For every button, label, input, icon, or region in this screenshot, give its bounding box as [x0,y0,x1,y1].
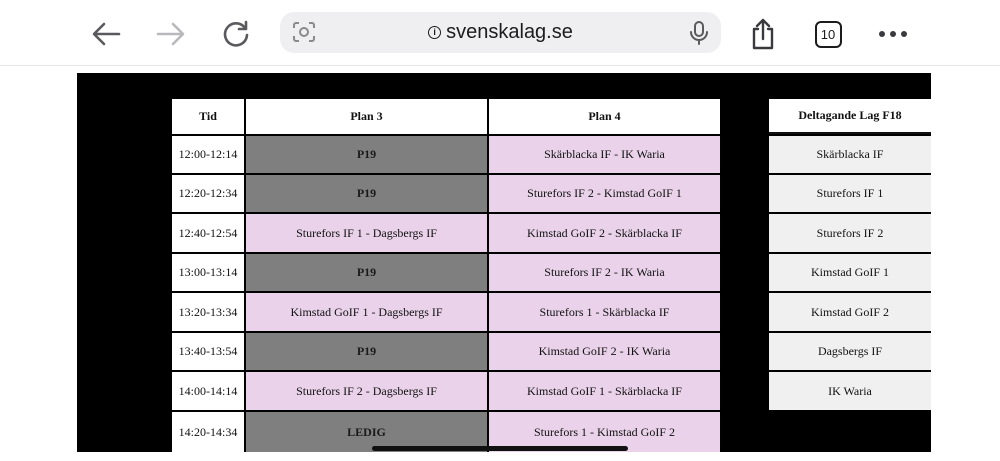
header-plan3: Plan 3 [246,99,487,134]
time-cell: 14:20-14:34 [172,412,244,452]
plan3-cell: P19 [246,175,487,212]
header-plan4: Plan 4 [489,99,720,134]
plan3-cell: P19 [246,333,487,370]
schedule-table [77,73,931,452]
plan4-cell: Sturefors IF 2 - Kimstad GoIF 1 [489,175,720,212]
time-cell: 12:20-12:34 [172,175,244,212]
share-icon[interactable] [743,14,783,54]
team-cell: Dagsbergs IF [769,333,931,370]
tab-count: 10 [815,21,842,48]
plan3-cell: P19 [246,136,487,173]
plan4-cell: Sturefors IF 2 - IK Waria [489,254,720,291]
header-time: Tid [172,99,244,134]
plan4-cell: Skärblacka IF - IK Waria [489,136,720,173]
team-cell: Sturefors IF 1 [769,175,931,212]
time-cell: 14:00-14:14 [172,372,244,410]
microphone-icon[interactable] [689,21,709,50]
time-cell: 13:40-13:54 [172,333,244,370]
plan4-cell: Kimstad GoIF 1 - Skärblacka IF [489,372,720,410]
team-cell: Kimstad GoIF 1 [769,254,931,291]
time-cell: 12:40-12:54 [172,214,244,252]
time-cell: 13:20-13:34 [172,293,244,331]
plan4-cell: Sturefors 1 - Skärblacka IF [489,293,720,331]
more-icon[interactable] [873,14,913,54]
header-teams: Deltagande Lag F18 [769,99,931,134]
plan3-cell: P19 [246,254,487,291]
info-icon[interactable]: i [428,26,441,39]
team-cell: Skärblacka IF [769,136,931,173]
plan4-cell: Kimstad GoIF 2 - Skärblacka IF [489,214,720,252]
time-cell: 12:00-12:14 [172,136,244,173]
reload-icon[interactable] [216,14,256,54]
plan3-cell: Sturefors IF 1 - Dagsbergs IF [246,214,487,252]
team-cell: IK Waria [769,372,931,410]
team-cell: Kimstad GoIF 2 [769,293,931,331]
back-arrow-icon[interactable] [86,14,126,54]
plan3-cell: LEDIG [246,412,487,452]
browser-toolbar [0,0,1000,66]
plan4-cell: Kimstad GoIF 2 - IK Waria [489,333,720,370]
plan3-cell: Sturefors IF 2 - Dagsbergs IF [246,372,487,410]
url-display[interactable] [280,12,721,53]
forward-arrow-icon[interactable] [151,14,191,54]
plan3-cell: Kimstad GoIF 1 - Dagsbergs IF [246,293,487,331]
url-text: svenskalag.se [446,21,573,43]
team-cell: Sturefors IF 2 [769,214,931,252]
time-cell: 13:00-13:14 [172,254,244,291]
address-bar[interactable] [280,12,721,53]
home-indicator [372,446,628,451]
tabs-icon[interactable] [808,14,848,54]
plan4-cell: Sturefors 1 - Kimstad GoIF 2 [489,412,720,452]
